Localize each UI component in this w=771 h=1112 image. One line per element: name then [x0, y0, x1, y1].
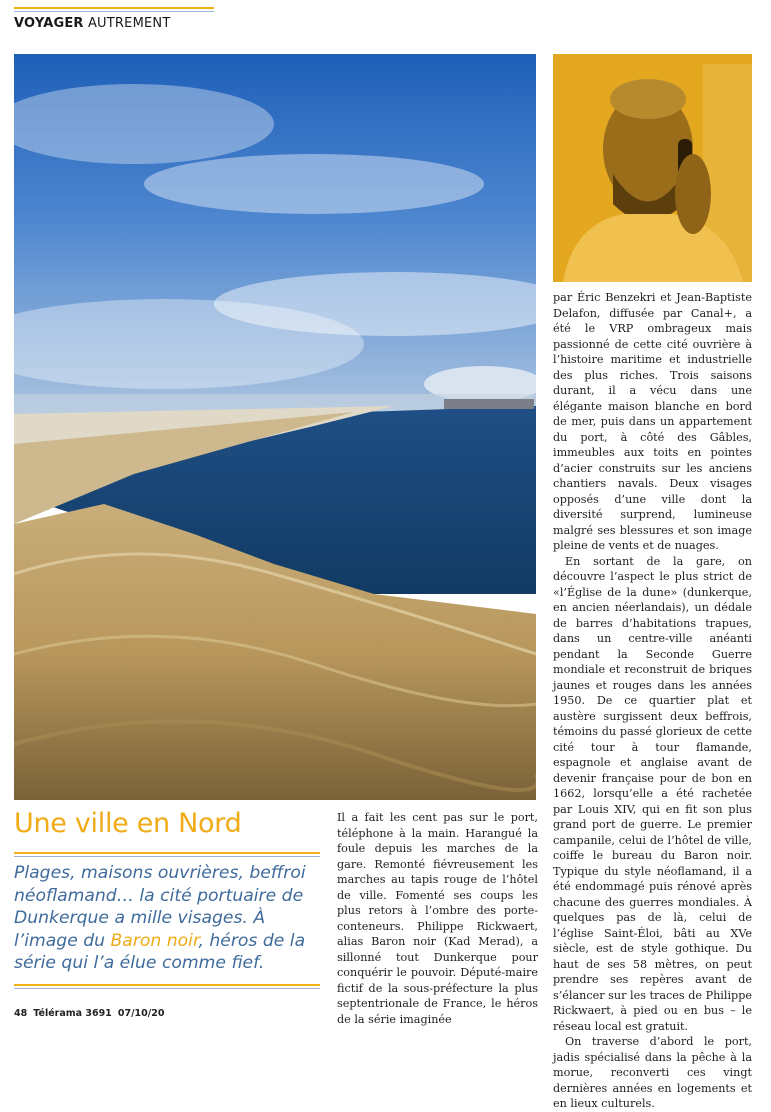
main-photo [14, 54, 536, 800]
page-footer [14, 1008, 164, 1019]
article-column-right [553, 290, 752, 1112]
lead-text-end: , héros de la série qui l’a élue comme fief. [14, 930, 306, 973]
issue-date: 07/10/20 [117, 1008, 165, 1019]
lead-text-start: Plages, maisons ouvrières, beffroi néoflamand… la cité portuaire de Dunkerque a mille visages. À l’image du [14, 863, 306, 951]
dune-landscape-image [14, 54, 536, 800]
article-column-middle [337, 810, 538, 1027]
lead-rule-blue-bottom [14, 988, 320, 989]
paragraph: On traverse d’abord le port, jadis spécialisé dans la pêche à la morue, reconverti ces vingt dernières années en logements et en lieux culturels. [553, 1035, 752, 1110]
rubric-light: AUTREMENT [87, 16, 171, 31]
page-number: 48 [14, 1008, 28, 1019]
paragraph: par Éric Benzekri et Jean-Baptiste Delafon, diffusée par Canal+, a été le VRP ombrageux mais passionné de cette cité ouvrière à l’histoire maritime et industrielle des plus riches. Trois saisons durant, il a vécu dans une élégante maison blanche en bord de mer, puis dans un appartement du port, à côté des Gâbles, immeubles aux toits en pointes d’acier construits sur les anciens chantiers navals. Deux visages opposés d’une ville dont la diversité surprend, lumineuse malgré ses blessures et son image pleine de vents et de nuages. [553, 291, 752, 552]
magazine-name: Télérama 3691 [33, 1008, 112, 1019]
lead-rule-blue-top [14, 856, 320, 857]
article-lead [14, 862, 320, 975]
header-rule-yellow [14, 7, 214, 9]
lead-rule-yellow-bottom [14, 984, 320, 986]
article-title: Une ville en Nord [14, 808, 242, 839]
portrait-image [553, 54, 752, 282]
lead-highlight: Baron noir [110, 930, 199, 951]
portrait-photo [553, 54, 752, 282]
section-rubric [14, 16, 170, 31]
rubric-bold: VOYAGER [14, 16, 84, 31]
lead-rule-yellow-top [14, 852, 320, 854]
paragraph: Il a fait les cent pas sur le port, téléphone à la main. Harangué la foule depuis les marches de la gare. Remonté fiévreusement les marches au tapis rouge de l’hôtel de ville. Fomenté ses coups les plus retors à l’ombre des porte-conteneurs. Philippe Rickwaert, alias Baron noir (Kad Merad), a sillonné tout Dunkerque pour conquérir le pouvoir. Député-maire fictif de la sous-préfecture la plus septentrionale de France, le héros de la série imaginée [337, 811, 538, 1026]
header-rule-blue [14, 11, 214, 12]
paragraph: En sortant de la gare, on découvre l’aspect le plus strict de «l’Église de la dune» (dunkerque, en ancien néerlandais), un dédale de barres d’habitations trapues, dans un centre-ville anéanti pendant la Seconde Guerre mondiale et reconstruit de briques jaunes et rouges dans les années 1950. De ce quartier plat et austère surgissent deux beffrois, témoins du passé glorieux de cette cité tour à tour flamande, espagnole et anglaise avant de devenir française pour de bon en 1662, lorsqu’elle a été rachetée par Louis XIV, qui en fit son plus grand port de guerre. Le premier campanile, celui de l’hôtel de ville, coiffe le bureau du Baron noir. Typique du style néoflamand, il a été endommagé puis rénové après chacune des guerres mondiales. À quelques pas de là, celui de l’église Saint-Éloi, bâti au XVe siècle, est de style gothique. Du haut de ses 58 mètres, on peut prendre ses repères avant de s’élancer sur les traces de Philippe Rickwaert, à pied ou en bus – le réseau local est gratuit. [553, 554, 752, 1033]
